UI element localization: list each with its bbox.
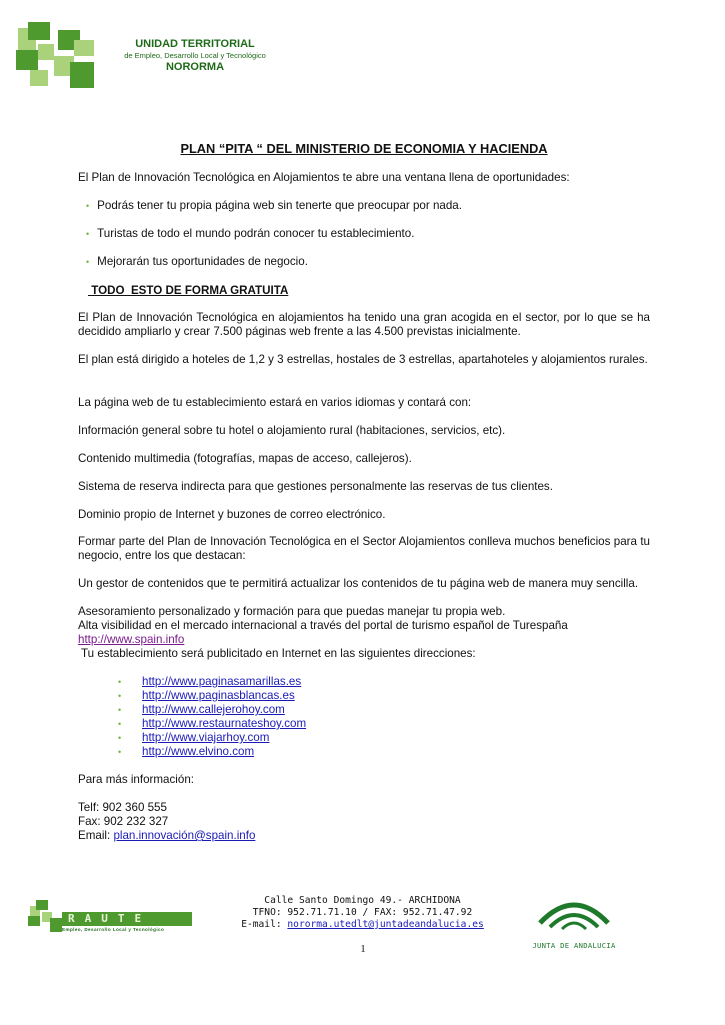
link-paginasamarillas[interactable]: http://www.paginasamarillas.es — [142, 675, 302, 688]
paragraph: Formar parte del Plan de Innovación Tecnológica en el Sector Alojamientos conlleva muchos beneficios para tu negocio, entre los que destacan: — [78, 535, 650, 562]
footer-phones: TFNO: 952.71.71.10 / FAX: 952.71.47.92 — [252, 907, 473, 918]
footer-email-line — [230, 919, 495, 931]
paragraph: Alta visibilidad en el mercado internacional a través del portal de turismo español de Turespaña — [78, 619, 568, 632]
link-callejerohoy[interactable]: http://www.callejerohoy.com — [142, 703, 285, 716]
email-link[interactable]: plan.innovación@spain.info — [113, 829, 256, 842]
link-paginasblancas[interactable]: http://www.paginasblancas.es — [142, 689, 295, 702]
list-item: • http://www.restaurnateshoy.com — [118, 717, 307, 730]
paragraph: Un gestor de contenidos que te permitirá actualizar los contenidos de tu página web de manera muy sencilla. — [78, 577, 639, 590]
page-title: PLAN “PITA “ DEL MINISTERIO DE ECONOMIA Y HACIENDA — [180, 141, 548, 156]
junta-andalucia-logo — [534, 893, 614, 937]
link-restaurantes[interactable]: http://www.restaurnateshoy.com — [142, 717, 307, 730]
list-item: • http://www.viajarhoy.com — [118, 731, 270, 744]
link-viajarhoy[interactable]: http://www.viajarhoy.com — [142, 731, 270, 744]
email-label: Email: — [78, 829, 114, 842]
paragraph: Sistema de reserva indirecta para que gestiones personalmente las reservas de tus clientes. — [78, 480, 553, 493]
phone-number: Telf: 902 360 555 — [78, 801, 167, 814]
email-line — [78, 829, 650, 843]
paragraph: Tu establecimiento será publicitado en Internet en las siguientes direcciones: — [78, 647, 476, 660]
raute-logo-icon — [28, 900, 64, 934]
paragraph: La página web de tu establecimiento estará en varios idiomas y contará con: — [78, 396, 472, 409]
unidad-territorial-logo — [14, 20, 98, 92]
list-item: • Podrás tener tu propia página web sin tenerte que preocupar por nada. — [86, 199, 462, 212]
spain-info-link[interactable]: http://www.spain.info — [78, 633, 185, 646]
raute-logo-wordmark: RAUTE — [62, 912, 192, 926]
paragraph: Información general sobre tu hotel o alojamiento rural (habitaciones, servicios, etc). — [78, 424, 506, 437]
link-elvino[interactable]: http://www.elvino.com — [142, 745, 255, 758]
footer-address: Calle Santo Domingo 49.- ARCHIDONA — [264, 895, 461, 906]
paragraph: El Plan de Innovación Tecnológica en alojamientos ha tenido una gran acogida en el sector, por lo que se ha decidido ampliarlo y crear 7.500 páginas web frente a las 4.500 previstas inicialmente. — [78, 311, 650, 338]
list-item: • http://www.paginasblancas.es — [118, 689, 295, 702]
more-info-label: Para más información: — [78, 773, 194, 786]
org-region: NORORMA — [165, 61, 225, 73]
footer-email-label: E-mail: — [241, 919, 288, 930]
intro-text: El Plan de Innovación Tecnológica en Alojamientos te abre una ventana llena de oportunidades: — [78, 171, 570, 184]
list-item: • http://www.callejerohoy.com — [118, 703, 285, 716]
list-item: • http://www.paginasamarillas.es — [118, 675, 302, 688]
fax-number: Fax: 902 232 327 — [78, 815, 169, 828]
junta-andalucia-text: JUNTA DE ANDALUCIA — [532, 941, 616, 950]
org-name: UNIDAD TERRITORIAL — [135, 38, 255, 50]
paragraph: Dominio propio de Internet y buzones de correo electrónico. — [78, 508, 386, 521]
list-item: • Mejorarán tus oportunidades de negocio. — [86, 255, 308, 268]
list-item: • http://www.elvino.com — [118, 745, 255, 758]
page-number: 1 — [360, 943, 366, 955]
raute-subtitle: Empleo, Desarrollo Local y Tecnológico — [62, 927, 165, 932]
paragraph: Asesoramiento personalizado y formación para que puedas manejar tu propia web. — [78, 605, 506, 618]
paragraph: El plan está dirigido a hoteles de 1,2 y 3 estrellas, hostales de 3 estrellas, apartahoteles y alojamientos rurales. — [78, 353, 648, 366]
paragraph: Contenido multimedia (fotografías, mapas de acceso, callejeros). — [78, 452, 412, 465]
org-subtitle: de Empleo, Desarrollo Local y Tecnológico — [124, 51, 266, 60]
list-item: • Turistas de todo el mundo podrán conocer tu establecimiento. — [86, 227, 415, 240]
free-heading: TODO ESTO DE FORMA GRATUITA — [88, 284, 289, 297]
footer-email-link[interactable]: nororma.utedlt@juntadeandalucia.es — [287, 919, 484, 930]
